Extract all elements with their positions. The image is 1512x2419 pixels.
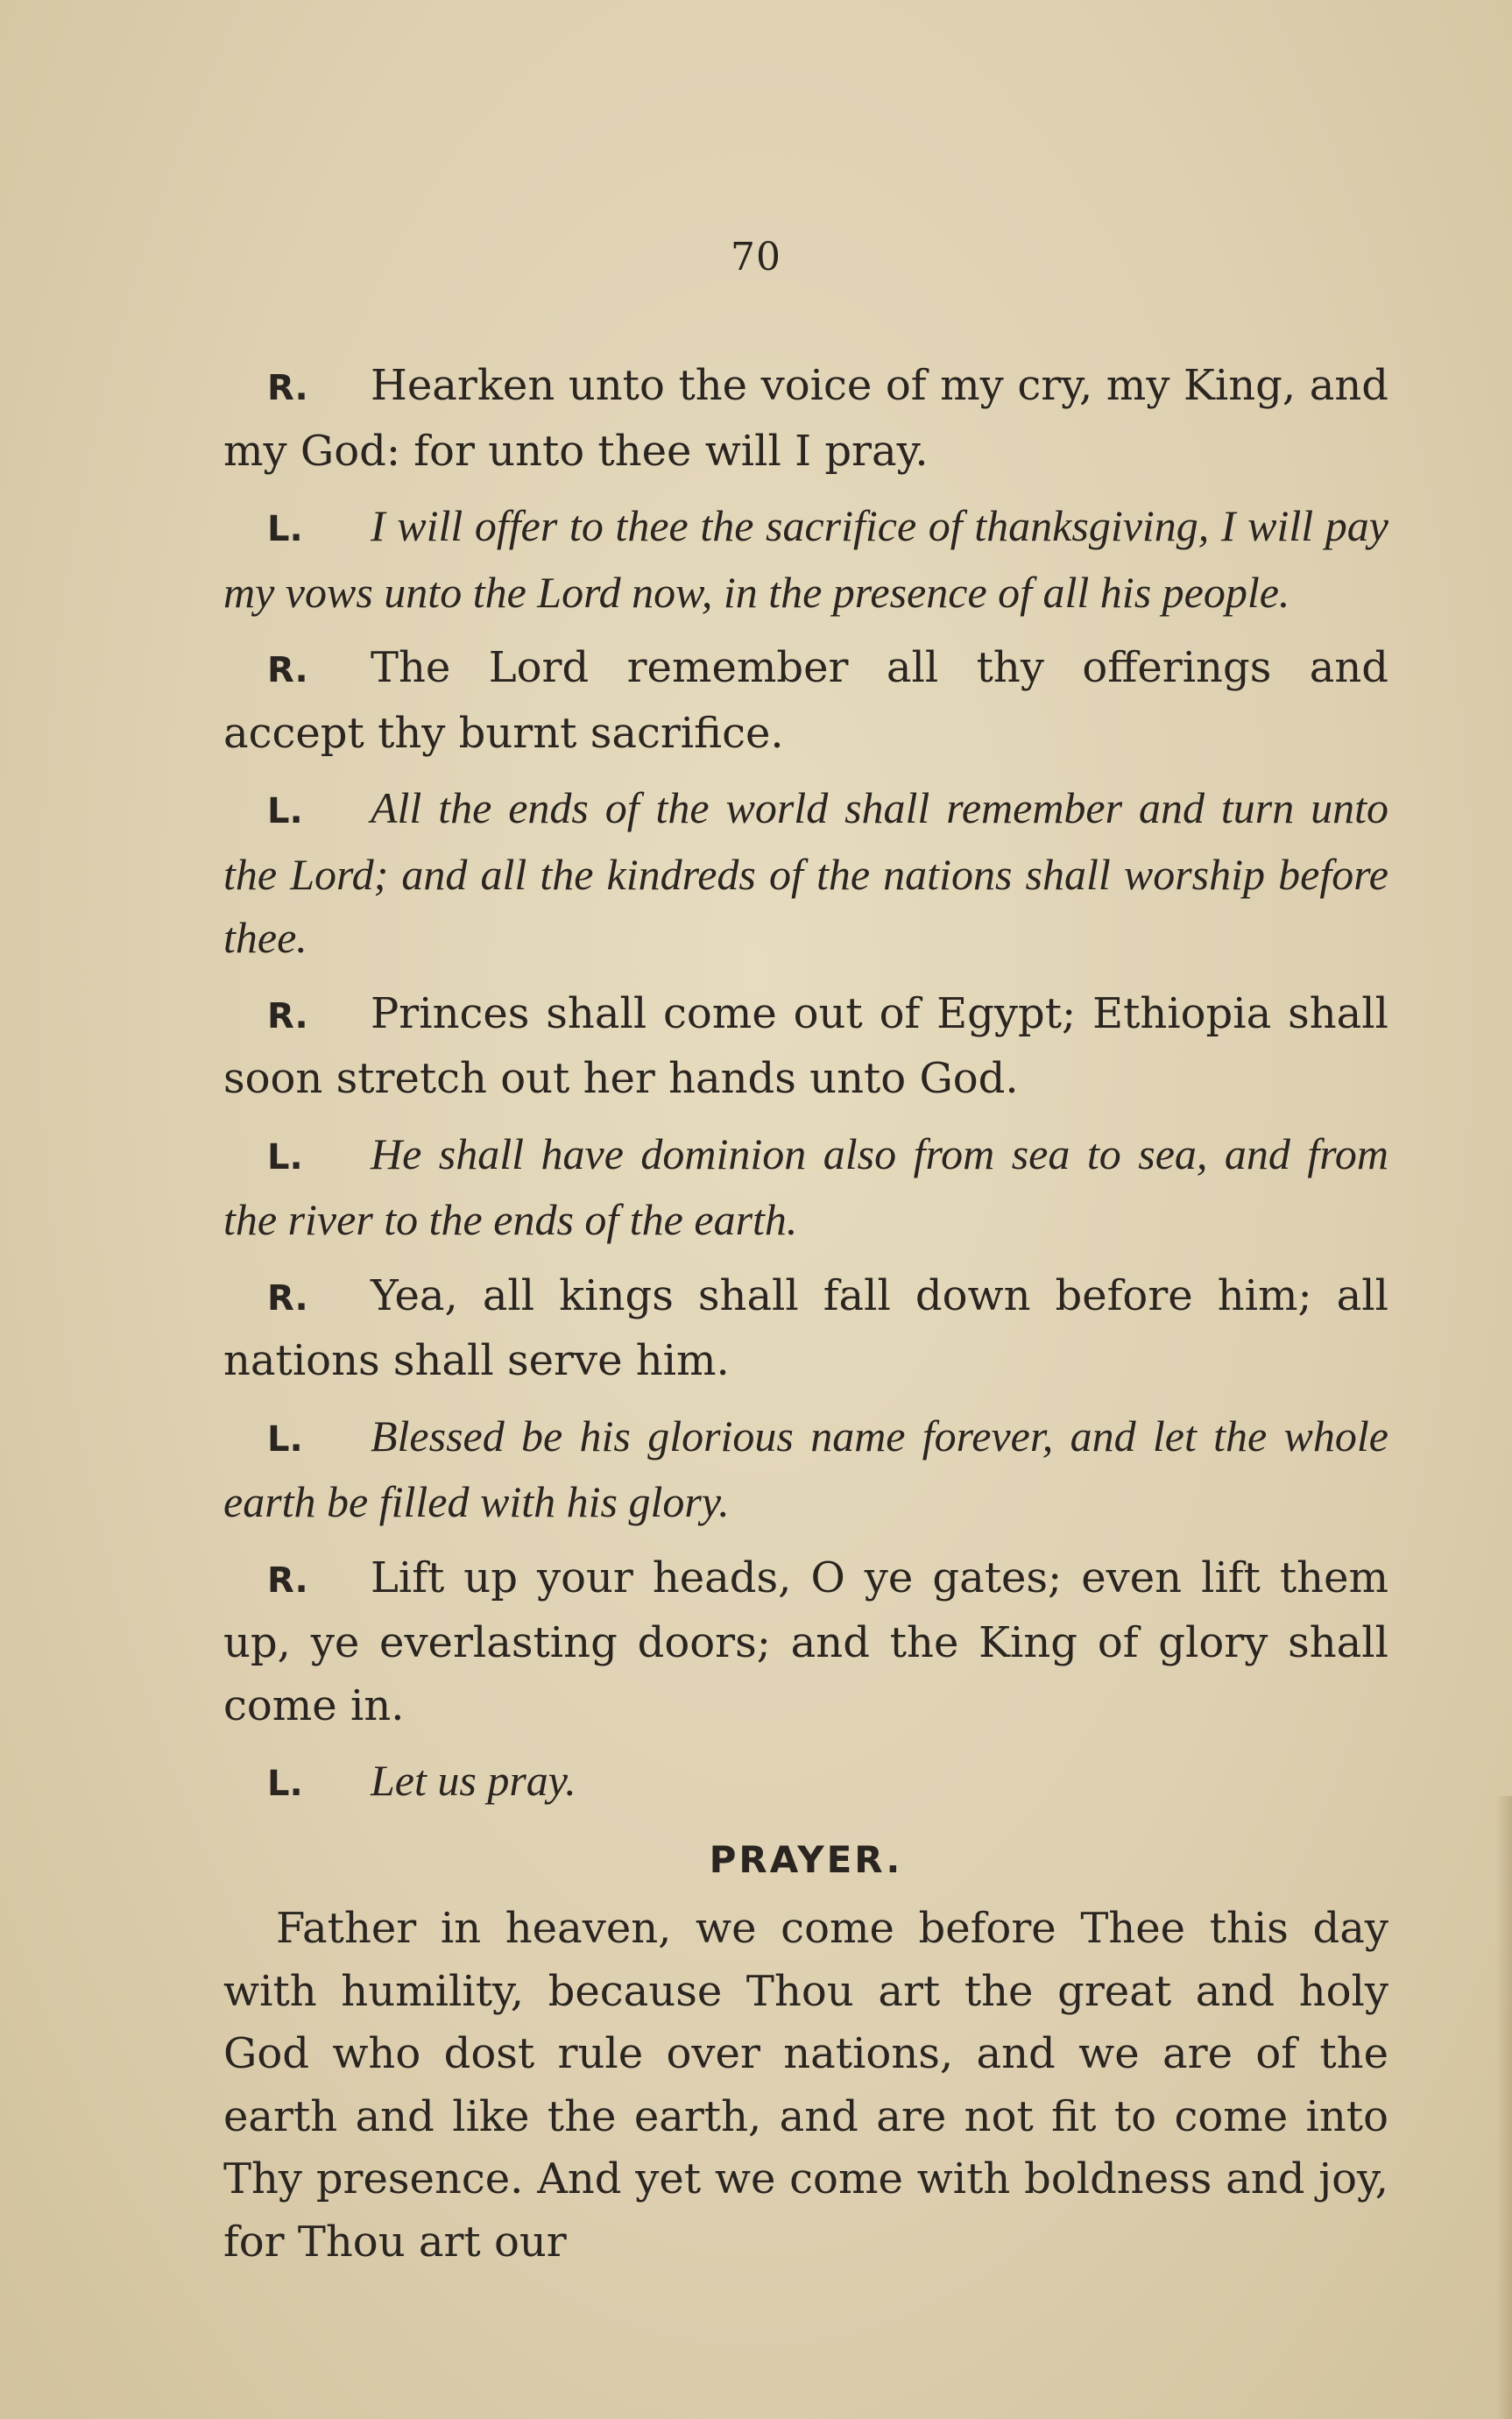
litany-verse-response: [223, 1265, 1388, 1393]
litany-verse-response: [223, 983, 1388, 1111]
page-edge-shadow: [1496, 1796, 1512, 2419]
verse-text: Princes shall come out of Egypt; Ethiopia shall soon stretch out her hands unto God.: [223, 988, 1388, 1103]
speaker-label: R.: [267, 1560, 308, 1601]
litany-verse-leader: [223, 1750, 1388, 1816]
litany-verse-response: [223, 1547, 1388, 1738]
verse-text: Lift up your heads, O ye gates; even lift them up, ye everlasting doors; and the King of glory shall come in.: [223, 1553, 1388, 1730]
verse-text: Let us pray.: [371, 1756, 576, 1805]
page-number: 70: [731, 235, 781, 279]
litany-verse-leader: [223, 777, 1388, 971]
litany-verse-response: [223, 355, 1388, 483]
speaker-label: R.: [267, 1277, 308, 1319]
speaker-label: L.: [267, 791, 303, 831]
prayer-text: Father in heaven, we come before Thee this day with humility, because Thou art the great and holy God who dost rule over nations, and we are of the earth and like the earth, and are not fit to come into Thy presence. And yet we come with boldness and joy, for Thou art our: [223, 1904, 1388, 2267]
speaker-label: L.: [267, 1418, 303, 1460]
speaker-label: L.: [267, 509, 303, 549]
verse-text: He shall have dominion also from sea to sea, and from the river to the ends of the earth.: [223, 1128, 1388, 1244]
verse-text: The Lord remember all thy offerings and accept thy burnt sacrifice.: [223, 643, 1388, 758]
speaker-label: L.: [267, 1764, 303, 1804]
litany-verse-leader: [223, 1123, 1388, 1253]
verse-text: Blessed be his glorious name forever, and let the whole earth be filled with his glory.: [223, 1411, 1388, 1526]
litany-verse-leader: [223, 495, 1388, 625]
speaker-label: R.: [267, 650, 308, 690]
page-body: [223, 355, 1388, 2274]
speaker-label: R.: [267, 995, 308, 1036]
verse-text: Hearken unto the voice of my cry, my King, and my God: for unto thee will I pray.: [223, 361, 1388, 476]
speaker-label: L.: [267, 1136, 303, 1178]
speaker-label: R.: [267, 368, 308, 408]
litany-verse-leader: [223, 1405, 1388, 1535]
litany-verse-response: [223, 637, 1388, 765]
prayer-heading: PRAYER.: [709, 1837, 903, 1881]
verse-text: Yea, all kings shall fall down before him; all nations shall serve him.: [223, 1270, 1388, 1385]
verse-text: All the ends of the world shall remember and turn unto the Lord; and all the kindreds of the nations shall worship before thee.: [223, 783, 1388, 962]
verse-text: I will offer to thee the sacrifice of thanksgiving, I will pay my vows unto the Lord now, in the presence of all his people.: [223, 501, 1388, 617]
